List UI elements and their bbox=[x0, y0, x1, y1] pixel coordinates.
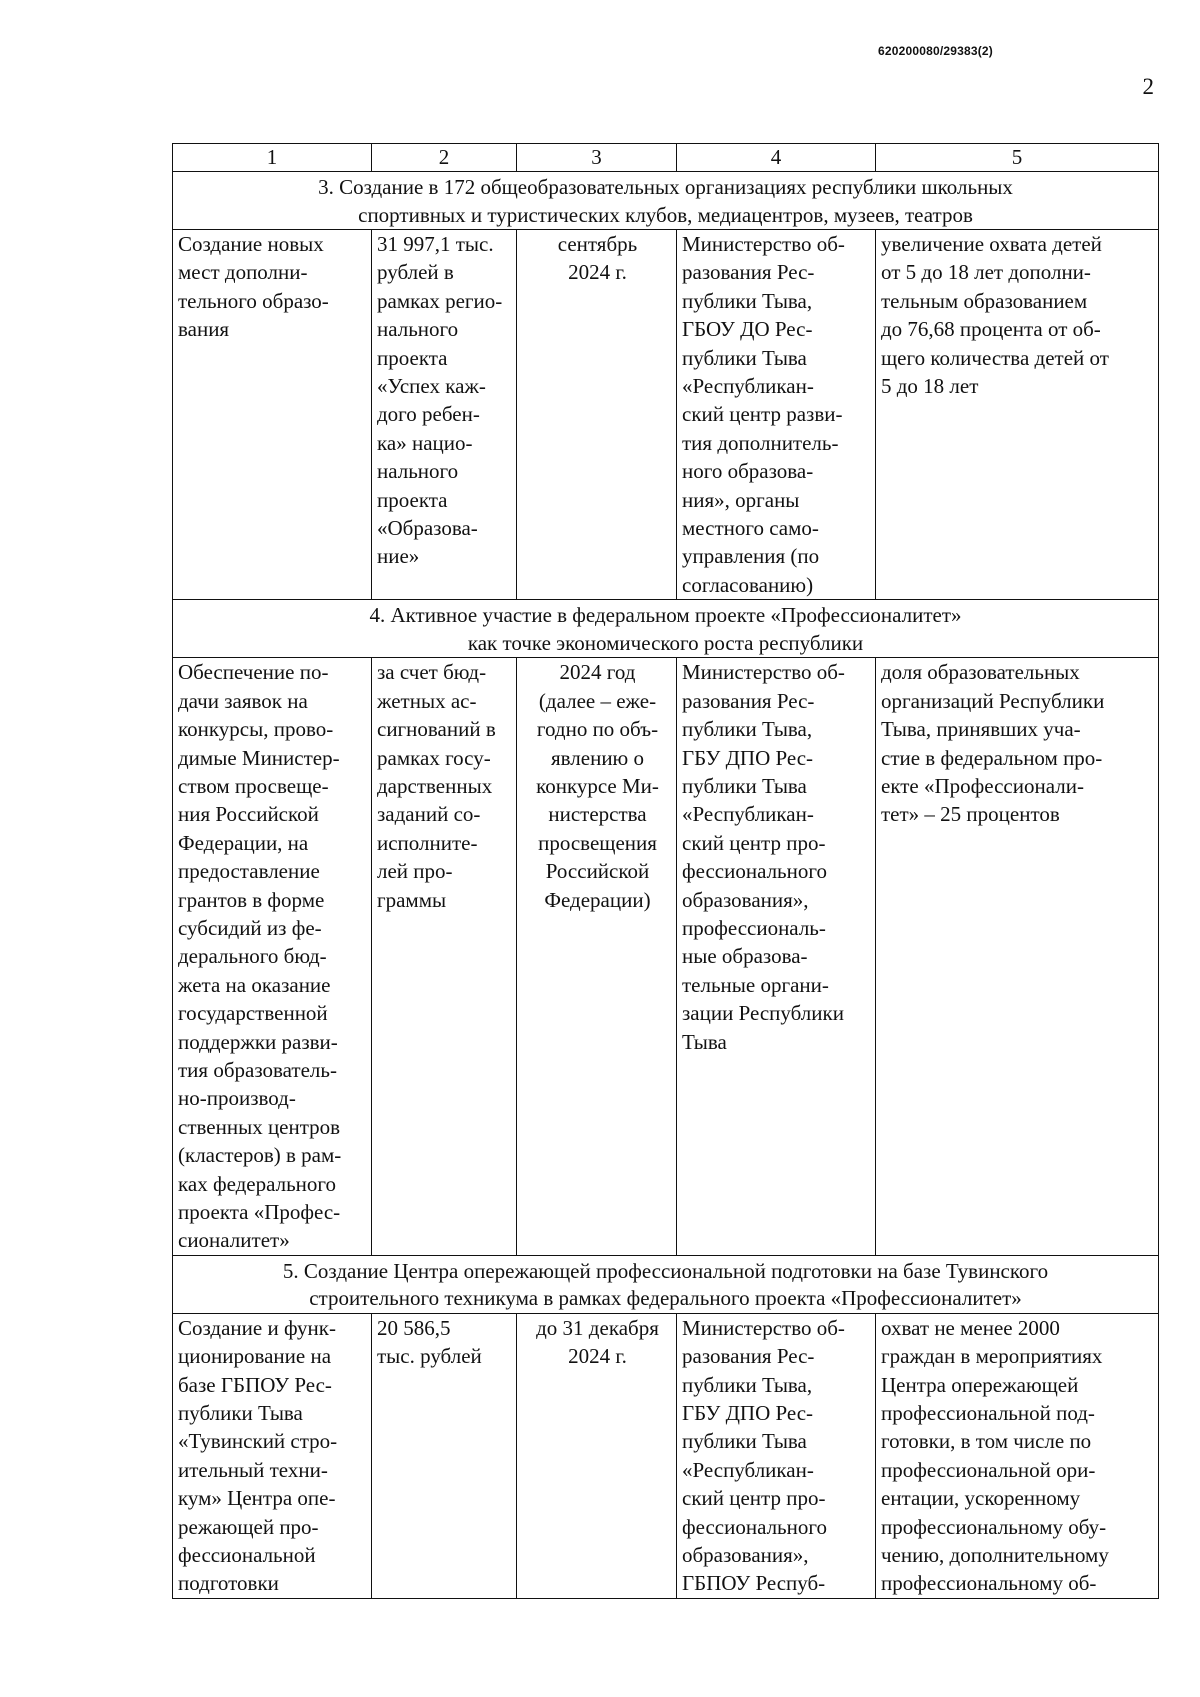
cell-line: Создание новых bbox=[178, 232, 324, 256]
cell-line: дого ребен- bbox=[377, 402, 480, 427]
cell-line: но-производ- bbox=[178, 1086, 296, 1111]
cell-line: Министерство об- bbox=[682, 660, 845, 685]
cell-line: нистерства bbox=[548, 802, 647, 827]
cell-line: тельным образованием bbox=[881, 288, 1088, 313]
cell-line: явлению о bbox=[550, 745, 644, 770]
cell-line: 2024 год bbox=[559, 660, 636, 685]
cell-line: тельные органи- bbox=[682, 972, 829, 997]
cell-line: ентации, ускоренному bbox=[881, 1486, 1081, 1511]
responsible-cell bbox=[677, 1313, 876, 1598]
funding-cell bbox=[372, 658, 517, 1256]
cell-line: «Успех каж- bbox=[377, 374, 486, 399]
cell-line: 20 586,5 bbox=[377, 1315, 451, 1340]
cell-line: грантов в форме bbox=[178, 887, 325, 912]
cell-line: согласованию) bbox=[682, 572, 814, 597]
cell-line: Обеспечение по- bbox=[178, 660, 329, 685]
cell-line: Министерство об- bbox=[682, 1315, 845, 1340]
cell-line: ГБУ ДПО Рес- bbox=[682, 745, 814, 770]
cell-line: ский центр про- bbox=[682, 1486, 826, 1511]
cell-line: лей про- bbox=[377, 859, 453, 884]
cell-line: зации Республики bbox=[682, 1001, 844, 1026]
section-header-row bbox=[173, 172, 1159, 230]
cell-line: исполните- bbox=[377, 830, 478, 855]
cell-line: ния», органы bbox=[682, 487, 800, 512]
cell-line: сионалитет» bbox=[178, 1228, 290, 1253]
cell-line: увеличение охвата детей bbox=[881, 232, 1102, 256]
column-header-1: 1 bbox=[173, 144, 372, 172]
cell-line: до 76,68 процента от об- bbox=[881, 317, 1101, 342]
cell-line: профессиональному обу- bbox=[881, 1514, 1107, 1539]
cell-line: до 31 декабря bbox=[536, 1315, 659, 1340]
cell-line: предоставление bbox=[178, 859, 320, 884]
responsible-cell bbox=[677, 230, 876, 600]
cell-line: ние» bbox=[377, 544, 420, 569]
cell-line: сигнований в bbox=[377, 717, 496, 742]
cell-line: «Республикан- bbox=[682, 802, 814, 827]
funding-cell bbox=[372, 230, 517, 600]
section-title bbox=[173, 600, 1159, 658]
cell-line: граждан в мероприятиях bbox=[881, 1344, 1103, 1369]
table-row bbox=[173, 658, 1159, 1256]
cell-line: заданий со- bbox=[377, 802, 481, 827]
cell-line: ский центр про- bbox=[682, 830, 826, 855]
cell-line: публики Тыва, bbox=[682, 717, 813, 742]
cell-line: публики Тыва bbox=[682, 345, 807, 370]
cell-line: разования Рес- bbox=[682, 260, 815, 285]
cell-line: дерального бюд- bbox=[178, 944, 327, 969]
cell-line: нального bbox=[377, 317, 459, 342]
column-header-row bbox=[173, 144, 1159, 172]
section-header-row bbox=[173, 1255, 1159, 1313]
result-cell bbox=[876, 230, 1159, 600]
cell-line: базе ГБПОУ Рес- bbox=[178, 1372, 332, 1397]
cell-line: профессиональ- bbox=[682, 915, 826, 940]
section-title bbox=[173, 172, 1159, 230]
cell-line: «Республикан- bbox=[682, 374, 814, 399]
section-title-line: 5. Создание Центра опережающей профессиональной подготовки на базе Тувинского bbox=[282, 1258, 1049, 1283]
section-header-row bbox=[173, 600, 1159, 658]
cell-line: мест дополни- bbox=[178, 260, 308, 285]
cell-line: вания bbox=[178, 317, 230, 342]
cell-line: сентябрь bbox=[557, 232, 638, 256]
cell-line: ные образова- bbox=[682, 944, 808, 969]
cell-line: граммы bbox=[377, 887, 447, 912]
cell-line: фессионального bbox=[682, 1514, 827, 1539]
cell-line: 31 997,1 тыс. bbox=[377, 232, 494, 256]
cell-line: чению, дополнительному bbox=[881, 1543, 1109, 1568]
table-row bbox=[173, 230, 1159, 600]
cell-line: профессиональному об- bbox=[881, 1571, 1097, 1596]
cell-line: Создание и функ- bbox=[178, 1315, 336, 1340]
cell-line: 5 до 18 лет bbox=[881, 374, 979, 399]
cell-line: поддержки разви- bbox=[178, 1029, 338, 1054]
cell-line: государственной bbox=[178, 1001, 328, 1026]
cell-line: просвещения bbox=[538, 830, 657, 855]
cell-line: конкурсы, прово- bbox=[178, 717, 334, 742]
column-header-4: 4 bbox=[677, 144, 876, 172]
cell-line: годно по объ- bbox=[536, 717, 659, 742]
cell-line: режающей про- bbox=[178, 1514, 319, 1539]
cell-line: тельного образо- bbox=[178, 288, 329, 313]
cell-line: 2024 г. bbox=[568, 260, 627, 285]
cell-line: (кластеров) в рам- bbox=[178, 1143, 342, 1168]
cell-line: за счет бюд- bbox=[377, 660, 487, 685]
cell-line: ния Российской bbox=[178, 802, 319, 827]
cell-line: проекта «Профес- bbox=[178, 1200, 341, 1224]
cell-line: 2024 г. bbox=[568, 1344, 627, 1369]
cell-line: ительный техни- bbox=[178, 1457, 328, 1482]
cell-line: охват не менее 2000 bbox=[881, 1315, 1060, 1340]
cell-line: ГБПОУ Респуб- bbox=[682, 1571, 826, 1596]
section-title-line: 3. Создание в 172 общеобразовательных организациях республики школьных bbox=[318, 175, 1013, 199]
result-cell bbox=[876, 1313, 1159, 1598]
activity-cell bbox=[173, 1313, 372, 1598]
result-cell bbox=[876, 658, 1159, 1256]
cell-line: ством просвеще- bbox=[178, 773, 329, 798]
activity-cell bbox=[173, 658, 372, 1256]
page-number: 2 bbox=[1142, 74, 1154, 99]
cell-line: фессионального bbox=[682, 859, 827, 884]
cell-line: разования Рес- bbox=[682, 688, 815, 713]
cell-line: дачи заявок на bbox=[178, 688, 308, 713]
cell-line: Федерации, на bbox=[178, 830, 309, 855]
cell-line: субсидий из фе- bbox=[178, 915, 322, 940]
cell-line: публики Тыва bbox=[682, 773, 807, 798]
table-row bbox=[173, 1313, 1159, 1598]
cell-line: публики Тыва bbox=[178, 1401, 303, 1426]
cell-line: разования Рес- bbox=[682, 1344, 815, 1369]
cell-line: дарственных bbox=[377, 773, 493, 798]
cell-line: местного само- bbox=[682, 516, 819, 541]
cell-line: ка» нацио- bbox=[377, 430, 473, 455]
cell-line: публики Тыва, bbox=[682, 1372, 813, 1397]
section-title-line: 4. Активное участие в федеральном проекте «Профессионалитет» bbox=[369, 603, 962, 628]
cell-line: ГБУ ДПО Рес- bbox=[682, 1401, 814, 1426]
cell-line: нального bbox=[377, 459, 459, 484]
cell-line: тия образователь- bbox=[178, 1057, 337, 1082]
cell-line: доля образовательных bbox=[881, 660, 1080, 685]
cell-line: ственных центров bbox=[178, 1114, 341, 1139]
cell-line: Тыва, принявших уча- bbox=[881, 717, 1081, 742]
cell-line: ГБОУ ДО Рес- bbox=[682, 317, 813, 342]
cell-line: организаций Республики bbox=[881, 688, 1105, 713]
plan-table bbox=[172, 143, 1159, 1599]
cell-line: «Тувинский стро- bbox=[178, 1429, 338, 1454]
cell-line: ках федерального bbox=[178, 1171, 337, 1196]
cell-line: ного образова- bbox=[682, 459, 814, 484]
section-title bbox=[173, 1255, 1159, 1313]
cell-line: готовки, в том числе по bbox=[881, 1429, 1092, 1454]
cell-line: проекта bbox=[377, 487, 448, 512]
cell-line: жетных ас- bbox=[377, 688, 477, 713]
cell-line: рублей в bbox=[377, 260, 454, 285]
cell-line: тия дополнитель- bbox=[682, 430, 839, 455]
activity-cell bbox=[173, 230, 372, 600]
cell-line: ский центр разви- bbox=[682, 402, 843, 427]
cell-line: тыс. рублей bbox=[377, 1344, 482, 1369]
section-title-line: спортивных и туристических клубов, медиацентров, музеев, театров bbox=[358, 202, 973, 227]
cell-line: Тыва bbox=[682, 1029, 727, 1054]
column-header-2: 2 bbox=[372, 144, 517, 172]
responsible-cell bbox=[677, 658, 876, 1256]
cell-line: стие в федеральном про- bbox=[881, 745, 1103, 770]
column-header-5: 5 bbox=[876, 144, 1159, 172]
cell-line: рамках регио- bbox=[377, 288, 503, 313]
cell-line: от 5 до 18 лет дополни- bbox=[881, 260, 1091, 285]
cell-line: ционирование на bbox=[178, 1344, 332, 1369]
column-header-3: 3 bbox=[517, 144, 677, 172]
cell-line: Российской bbox=[545, 859, 650, 884]
cell-line: управления (по bbox=[682, 544, 820, 569]
cell-line: публики Тыва bbox=[682, 1429, 807, 1454]
cell-line: тет» – 25 процентов bbox=[881, 802, 1060, 827]
cell-line: «Республикан- bbox=[682, 1457, 814, 1482]
cell-line: «Образова- bbox=[377, 516, 478, 541]
cell-line: жета на оказание bbox=[178, 972, 331, 997]
cell-line: Центра опережающей bbox=[881, 1372, 1079, 1397]
deadline-cell bbox=[517, 1313, 677, 1598]
cell-line: конкурсе Ми- bbox=[536, 773, 659, 798]
cell-line: образования», bbox=[682, 887, 809, 912]
cell-line: профессиональной ори- bbox=[881, 1457, 1096, 1482]
cell-line: щего количества детей от bbox=[881, 345, 1109, 370]
deadline-cell bbox=[517, 230, 677, 600]
cell-line: Министерство об- bbox=[682, 232, 845, 256]
cell-line: профессиональной под- bbox=[881, 1401, 1095, 1426]
cell-line: публики Тыва, bbox=[682, 288, 813, 313]
cell-line: кум» Центра опе- bbox=[178, 1486, 336, 1511]
cell-line: екте «Профессионали- bbox=[881, 773, 1084, 798]
cell-line: Федерации) bbox=[544, 887, 651, 912]
cell-line: проекта bbox=[377, 345, 448, 370]
cell-line: образования», bbox=[682, 1543, 809, 1568]
deadline-cell bbox=[517, 658, 677, 1256]
cell-line: (далее – еже- bbox=[538, 688, 657, 713]
cell-line: фессиональной bbox=[178, 1543, 316, 1568]
cell-line: подготовки bbox=[178, 1571, 279, 1596]
cell-line: димые Министер- bbox=[178, 745, 340, 770]
section-title-line: как точке экономического роста республики bbox=[467, 630, 864, 655]
document-id: 620200080/29383(2) bbox=[877, 44, 993, 58]
cell-line: рамках госу- bbox=[377, 745, 491, 770]
funding-cell bbox=[372, 1313, 517, 1598]
section-title-line: строительного техникума в рамках федерального проекта «Профессионалитет» bbox=[309, 1286, 1022, 1311]
